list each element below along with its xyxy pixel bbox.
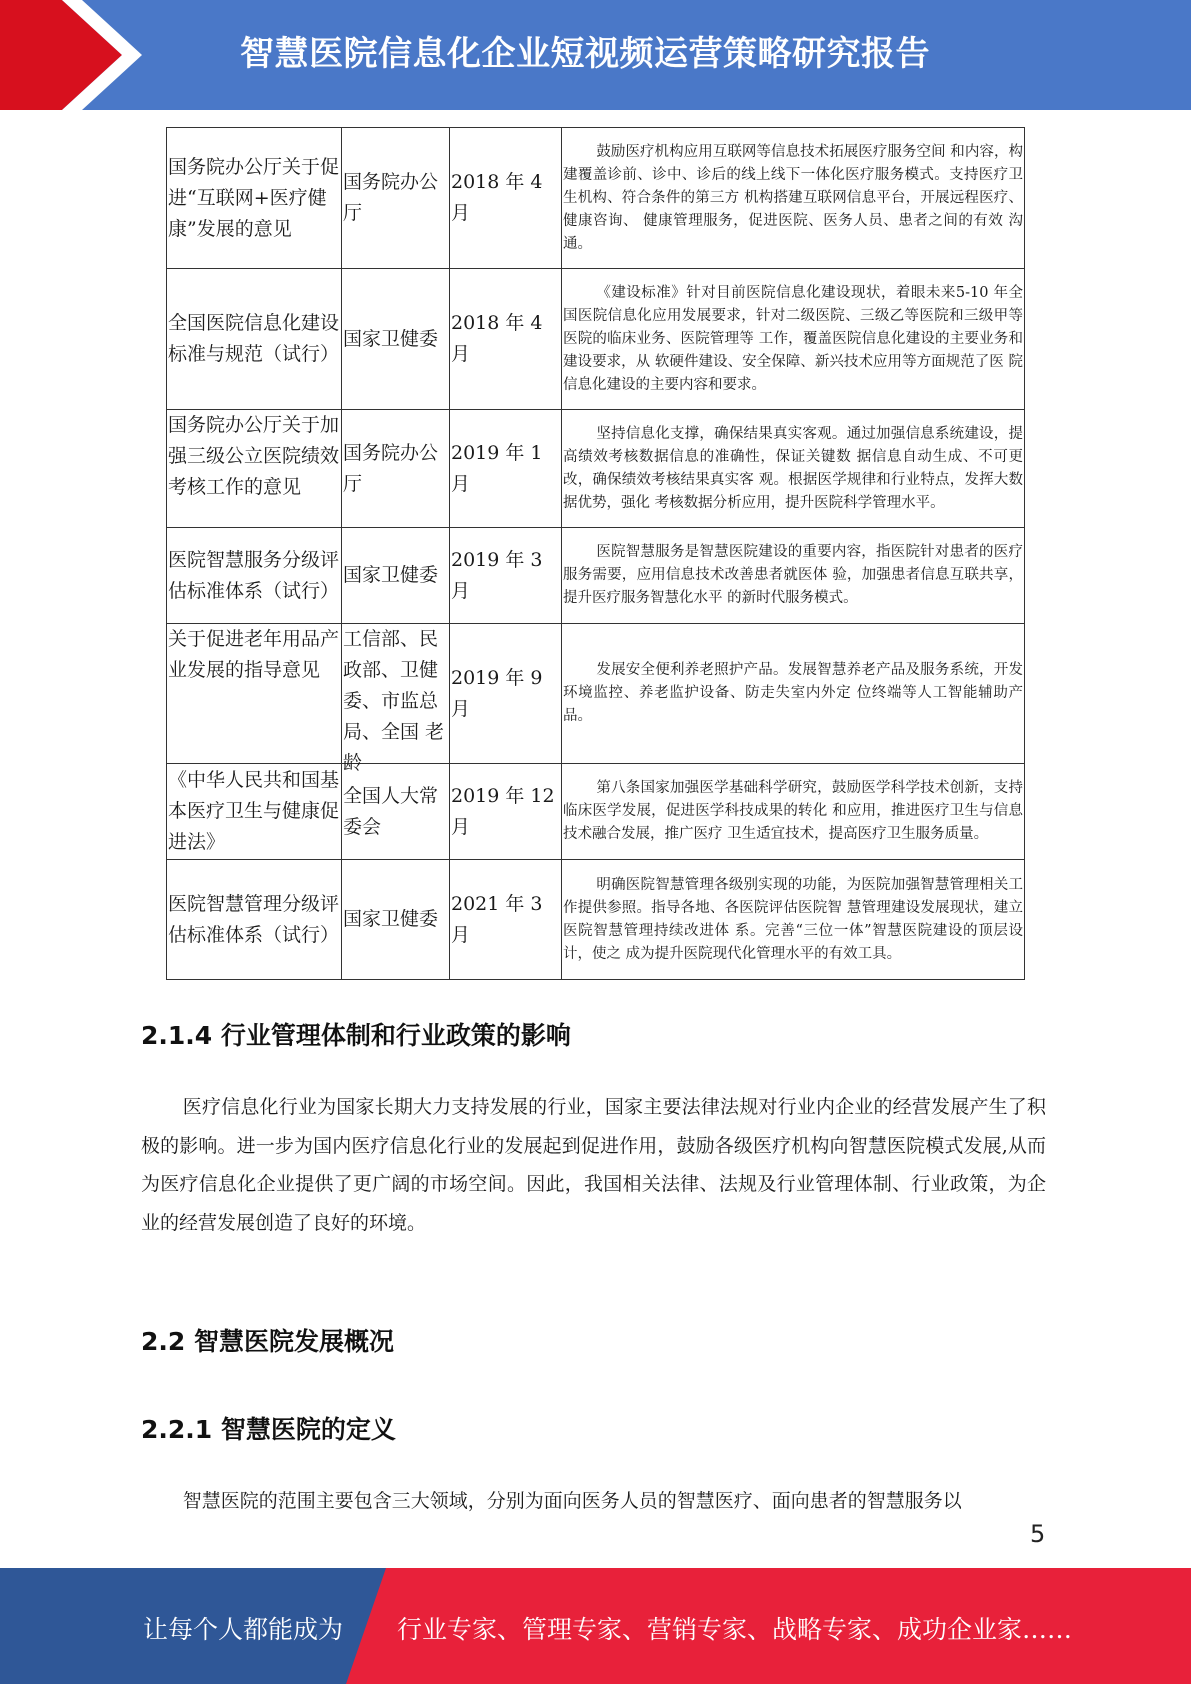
policy-date-cell: 2018 年 4 月: [450, 269, 562, 410]
policy-name-cell: 全国医院信息化建设标准与规范（试行）: [167, 269, 342, 410]
footer-slogan-right: 行业专家、管理专家、营销专家、战略专家、成功企业家……: [397, 1615, 1073, 1644]
policy-name-cell: [167, 410, 342, 528]
section-heading-2-2-1: 2.2.1 智慧医院的定义: [141, 1415, 396, 1444]
page-header: [0, 0, 1191, 110]
section-heading-2-2: 2.2 智慧医院发展概况: [141, 1327, 394, 1356]
table-row: [167, 624, 1025, 764]
table-row: [167, 410, 1025, 528]
policy-desc-cell: 《建设标准》针对目前医院信息化建设现状，着眼未来5-10 年全国医院信息化应用发展要求，针对二级医院、三级乙等医院和三级甲等医院的临床业务、医院管理等 工作，覆盖医院信息化建设的主要业务和建设要求，从 软硬件建设、安全保障、新兴技术应用等方面规范了医 院信息化建设的主要内容和要求。: [562, 269, 1025, 410]
policy-name-cell: 医院智慧服务分级评估标准体系（试行）: [167, 528, 342, 624]
policy-table: [166, 127, 1025, 980]
section-heading-2-1-4: 2.1.4 行业管理体制和行业政策的影响: [141, 1021, 571, 1050]
policy-dept-cell: [342, 624, 450, 774]
policy-date-cell: 2021 年 3 月: [450, 860, 562, 980]
page-footer: [0, 1568, 1191, 1684]
policy-name-cell: 医院智慧管理分级评估标准体系（试行）: [167, 860, 342, 980]
policy-dept-cell: 国家卫健委: [342, 860, 450, 980]
header-arrow-decoration: [0, 0, 160, 110]
policy-date-cell: 2018 年 4 月: [450, 128, 562, 269]
report-title: 智慧医院信息化企业短视频运营策略研究报告: [240, 34, 930, 74]
policy-dept-cell: 国务院办公厅: [342, 410, 450, 528]
policy-date-cell: 2019 年 12 月: [450, 764, 562, 860]
policy-desc-cell: 明确医院智慧管理各级别实现的功能，为医院加强智慧管理相关工作提供参照。指导各地、各医院评估医院智 慧管理建设发展现状，建立医院智慧管理持续改进体 系。完善“三位一体”智慧医院建设的顶层设计，使之 成为提升医院现代化管理水平的有效工具。: [562, 860, 1025, 980]
policy-date-cell: 2019 年 9 月: [450, 624, 562, 764]
policy-dept-cell: 国家卫健委: [342, 269, 450, 410]
section-paragraph-2-1-4: 医疗信息化行业为国家长期大力支持发展的行业，国家主要法律法规对行业内企业的经营发展产生了积极的影响。进一步为国内医疗信息化行业的发展起到促进作用，鼓励各级医疗机构向智慧医院模式发展,从而为医疗信息化企业提供了更广阔的市场空间。因此，我国相关法律、法规及行业管理体制、行业政策，为企业的经营发展创造了良好的环境。: [141, 1096, 1046, 1234]
policy-name-text: 国务院办公厅关于加强三级公立医院绩效考核工作的意见: [168, 414, 340, 498]
policy-dept-cell: 国家卫健委: [342, 528, 450, 624]
page-number: 5: [1030, 1520, 1046, 1548]
table-row: [167, 764, 1025, 860]
table-row: [167, 128, 1025, 269]
table-row: [167, 860, 1025, 980]
policy-name-cell: 《中华人民共和国基本医疗卫生与健康促进法》: [167, 764, 342, 860]
table-row: [167, 528, 1025, 624]
policy-date-cell: 2019 年 3 月: [450, 528, 562, 624]
policy-desc-cell: 鼓励医疗机构应用互联网等信息技术拓展医疗服务空间 和内容，构建覆盖诊前、诊中、诊后的线上线下一体化医疗服务模式。支持医疗卫生机构、符合条件的第三方 机构搭建互联网信息平台，开展远程医疗、健康咨询、 健康管理服务，促进医院、医务人员、患者之间的有效 沟通。: [562, 128, 1025, 269]
policy-name-cell: 关于促进老年用品产业发展的指导意见: [167, 624, 342, 764]
policy-desc-cell: 坚持信息化支撑，确保结果真实客观。通过加强信息系统建设，提高绩效考核数据信息的准确性，保证关键数 据信息自动生成、不可更改，确保绩效考核结果真实客 观。根据医学规律和行业特点，发挥大数据优势，强化 考核数据分析应用，提升医院科学管理水平。: [562, 410, 1025, 528]
policy-dept-text: 工信部、民政部、卫健委、市监总 局、全国 老龄: [343, 628, 445, 774]
policy-date-cell: 2019 年 1 月: [450, 410, 562, 528]
section-paragraph-2-2-1: 智慧医院的范围主要包含三大领域，分别为面向医务人员的智慧医疗、面向患者的智慧服务以: [182, 1490, 962, 1512]
table-row: [167, 269, 1025, 410]
footer-slogan-left: 让每个人都能成为: [143, 1615, 344, 1644]
policy-desc-cell: 医院智慧服务是智慧医院建设的重要内容，指医院针对患者的医疗服务需要，应用信息技术改善患者就医体 验，加强患者信息互联共享，提升医疗服务智慧化水平 的新时代服务模式。: [562, 528, 1025, 624]
policy-desc-cell: 第八条国家加强医学基础科学研究，鼓励医学科学技术创新，支持临床医学发展，促进医学科技成果的转化 和应用，推进医疗卫生与信息技术融合发展，推广医疗 卫生适宜技术，提高医疗卫生服务质量。: [562, 764, 1025, 860]
policy-dept-cell: 全国人大常委会: [342, 764, 450, 860]
policy-dept-cell: 国务院办公厅: [342, 128, 450, 269]
policy-desc-cell: 发展安全便利养老照护产品。发展智慧养老产品及服务系统，开发环境监控、养老监护设备、防走失室内外定 位终端等人工智能辅助产品。: [562, 624, 1025, 764]
policy-name-cell: 国务院办公厅关于促进“互联网+医疗健康”发展的意见: [167, 128, 342, 269]
